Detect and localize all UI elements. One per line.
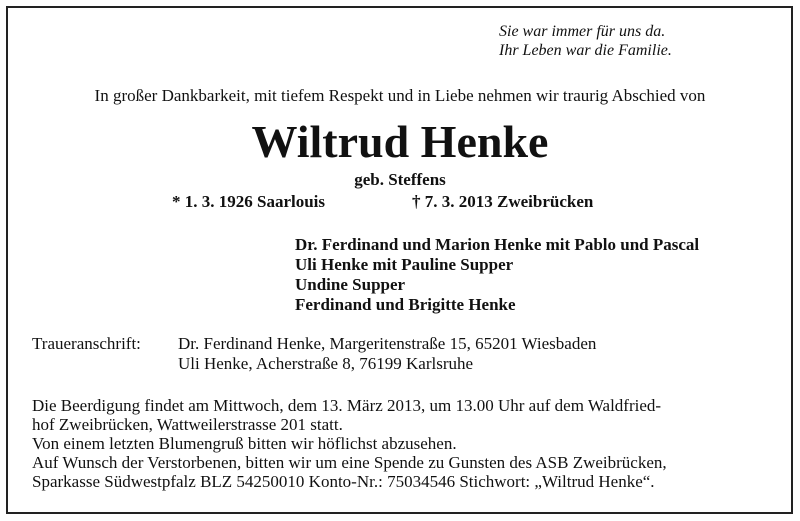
family-member: Uli Henke mit Pauline Supper (295, 255, 514, 274)
address-line: Dr. Ferdinand Henke, Margeritenstraße 15, 65201 Wiesbaden (178, 334, 597, 353)
family-member: Ferdinand und Brigitte Henke (295, 295, 516, 314)
family-member: Dr. Ferdinand und Marion Henke mit Pablo und Pascal (295, 235, 700, 254)
address-label: Traueranschrift: (32, 334, 141, 353)
motto-line: Ihr Leben war die Familie. (499, 42, 672, 59)
address-lines (178, 334, 596, 374)
address-line: Uli Henke, Acherstraße 8, 76199 Karlsruhe (178, 354, 474, 373)
notes-line: Auf Wunsch der Verstorbenen, bitten wir um eine Spende zu Gunsten des ASB Zweibrücken, (32, 453, 667, 472)
notes-line: hof Zweibrücken, Wattweilerstrasse 201 statt. (32, 415, 343, 434)
death-date: † 7. 3. 2013 Zweibrücken (412, 192, 594, 211)
family-list (295, 235, 699, 315)
funeral-notes (32, 396, 777, 491)
deceased-name: Wiltrud Henke (251, 116, 549, 167)
intro-text: In großer Dankbarkeit, mit tiefem Respekt und in Liebe nehmen wir traurig Abschied von (94, 86, 706, 105)
family-member: Undine Supper (295, 275, 406, 294)
notes-line: Sparkasse Südwestpfalz BLZ 54250010 Konto-Nr.: 75034546 Stichwort: „Wiltrud Henke“. (32, 472, 655, 491)
notes-line: Die Beerdigung findet am Mittwoch, dem 13. März 2013, um 13.00 Uhr auf dem Waldfried- (32, 396, 662, 415)
notes-line: Von einem letzten Blumengruß bitten wir höflichst abzusehen. (32, 434, 457, 453)
birth-date: * 1. 3. 1926 Saarlouis (172, 192, 326, 211)
motto (499, 22, 672, 60)
motto-line: Sie war immer für uns da. (499, 23, 666, 40)
birth-name: geb. Steffens (354, 170, 446, 189)
